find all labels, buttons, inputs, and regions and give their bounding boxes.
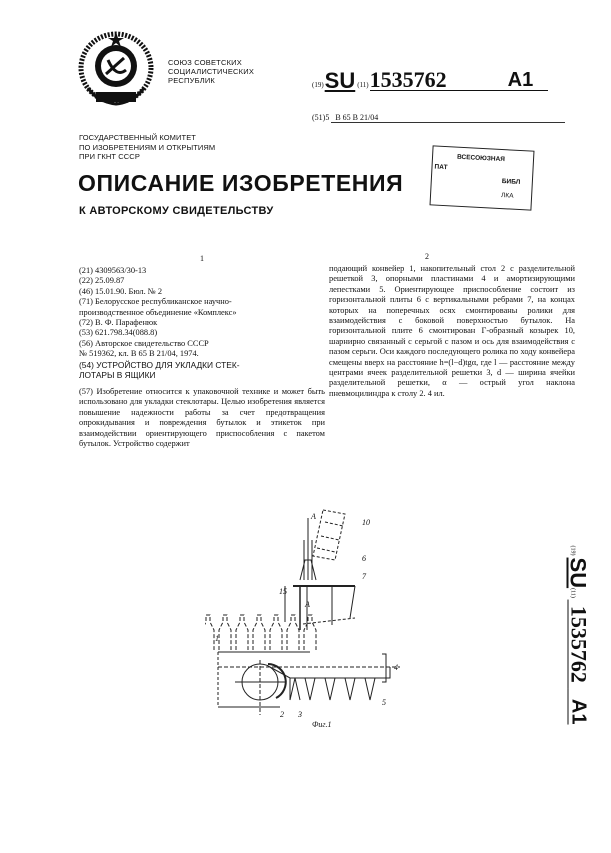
ipc-value: B 65 B 21/04 <box>331 113 565 123</box>
invention-title-line: (54) УСТРОЙСТВО ДЛЯ УКЛАДКИ СТЕК- <box>79 359 240 370</box>
biblio-line: (22) 25.09.87 <box>79 276 125 286</box>
committee-name <box>79 133 215 162</box>
column-marker-right: 2 <box>425 252 429 261</box>
figure-label: А <box>305 600 310 609</box>
stamp-line: ПАТ <box>434 163 448 172</box>
abstract-text-part1: (57) Изобретение относится к упаковочной технике и может быть использовано для укладки стеклотары. Целью изобретения является повышение надежности работы за счет предотвращения опрокидывания и повреждения бутылок и этикеток при взаимодействии ориентирующего приспособления с пакетом бутылок. Устройство содержит <box>79 387 325 449</box>
figure-label: А <box>311 512 316 521</box>
page-subtitle: К АВТОРСКОМУ СВИДЕТЕЛЬСТВУ <box>79 205 274 217</box>
number-code-label: (11) <box>357 81 369 89</box>
stamp-line: ВСЕСОЮЗНАЯ <box>456 153 506 164</box>
stamp-line: ЛКА <box>500 192 514 200</box>
document-kind: A1 <box>500 70 548 91</box>
column-marker-left: 1 <box>200 254 204 263</box>
document-number: 1535762 <box>568 600 589 689</box>
figure-caption: Фиг.1 <box>312 720 332 729</box>
biblio-line: (72) В. Ф. Парафенюк <box>79 318 158 328</box>
figure-label: 15 <box>279 587 287 596</box>
country-code-label: (19) <box>312 81 324 89</box>
biblio-line: производственное объединение «Комплекс» <box>79 307 237 317</box>
country-code: SU <box>565 557 591 589</box>
bibliographic-data <box>79 266 325 380</box>
abstract-text-part2: подающий конвейер 1, накопительный стол 2 с разделительной решеткой 3, опорными пластинами 4 и амортизирующими лепестками 5. Ориентирующее приспособление состоит из горизонтальной плиты 6 с вертикальными ребрами 7, на концах которых на поперечных осях смонтированы ролики для взаимодействия с боковой поверхностью бутылок. На горизонтальной плите 6 смонтирован Г-образный козырек 10, шарнирно связанный с серьгой с пазом и ось для взаимодействия с пазом серьги. Оси каждого последующего ролика по ходу конвейера смещены вверх на расстояние h=(l−d)tgα, где l — расстояние между центрами ячеек разделительной решетки 3, d — ширина ячейки разделительной решетки, α — острый угол наклона пневмоцилиндра к столу 2. 4 ил. <box>329 264 575 398</box>
figure-label: 10 <box>362 518 370 527</box>
biblio-line: (46) 15.01.90. Бюл. № 2 <box>79 286 163 296</box>
number-code-label: (11) <box>569 588 576 598</box>
state-name-line: СОЮЗ СОВЕТСКИХ <box>168 58 242 67</box>
figure-label: 7 <box>362 572 366 581</box>
document-kind: A1 <box>568 689 589 725</box>
figure-label: 3 <box>298 710 302 719</box>
stamp-line: БИБЛ <box>501 178 521 187</box>
side-document-number <box>548 545 608 725</box>
pneumatic-cylinder <box>313 510 345 560</box>
rod-assembly <box>300 518 316 580</box>
invention-title-line: ЛОТАРЫ В ЯЩИКИ <box>79 370 156 381</box>
state-name-line: СОЦИАЛИСТИЧЕСКИХ <box>168 67 255 76</box>
document-number-block <box>312 67 548 93</box>
library-stamp <box>429 145 534 210</box>
conveyor-drawing <box>210 620 400 720</box>
figure-label: 6 <box>362 554 366 563</box>
committee-line: ПРИ ГКНТ СССР <box>79 152 140 161</box>
state-name <box>168 58 254 85</box>
ipc-label: (51)5 <box>312 113 330 122</box>
country-code: SU <box>324 68 356 93</box>
figure-label: 4 <box>394 663 398 672</box>
biblio-line: (53) 621.798.34(088.8) <box>79 328 158 338</box>
country-code-label: (19) <box>569 545 576 556</box>
biblio-line: (71) Белорусское республиканское научно- <box>79 297 232 307</box>
page-title: ОПИСАНИЕ ИЗОБРЕТЕНИЯ <box>78 170 404 196</box>
committee-line: ГОСУДАРСТВЕННЫЙ КОМИТЕТ <box>79 133 196 142</box>
biblio-line: (21) 4309563/30-13 <box>79 266 147 275</box>
figure-label: 2 <box>280 710 284 719</box>
ipc-classification <box>312 113 565 123</box>
figure-label: 5 <box>382 698 386 707</box>
committee-line: ПО ИЗОБРЕТЕНИЯМ И ОТКРЫТИЯМ <box>79 142 216 152</box>
biblio-line: № 519362, кл. B 65 B 21/04, 1974. <box>79 349 199 359</box>
document-number: 1535762 <box>370 70 500 91</box>
figure-label: 1 <box>215 634 219 643</box>
biblio-line: (56) Авторское свидетельство СССР <box>79 338 209 348</box>
ussr-coat-of-arms-icon <box>78 30 154 108</box>
state-name-line: РЕСПУБЛИК <box>168 76 215 85</box>
